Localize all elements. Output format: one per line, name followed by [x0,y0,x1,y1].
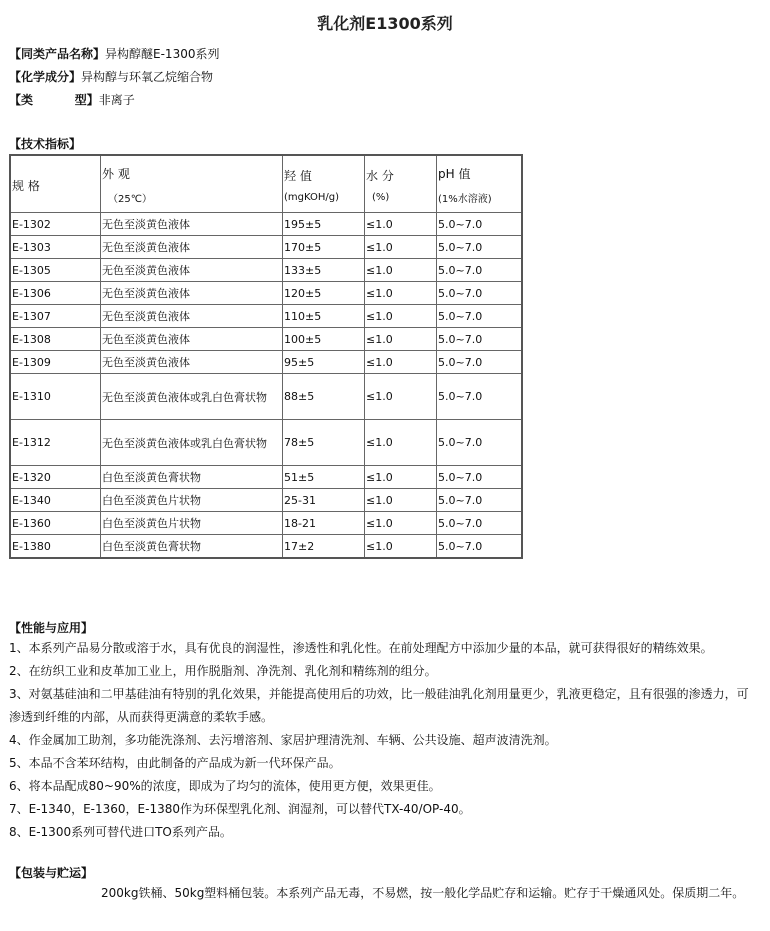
table-row [10,259,522,282]
list-item: 3、对氨基硅油和二甲基硅油有特别的乳化效果，并能提高使用后的功效，比一般硅油乳化剂用量更少，乳液更稳定，且有很强的渗透力，可渗透到纤维的内部，从而获得更满意的柔软手感。 [9,687,749,724]
table-cell: 95±5 [283,351,365,374]
table-row [10,489,522,512]
table-cell: 5.0~7.0 [437,259,523,282]
table-cell: E-1306 [10,282,101,305]
table-cell: ≤1.0 [365,374,437,420]
table-cell: 120±5 [283,282,365,305]
spec-table-header [10,155,522,213]
table-cell: E-1360 [10,512,101,535]
table-cell: 5.0~7.0 [437,305,523,328]
header-cell: 规 格 [10,155,101,213]
table-cell: 110±5 [283,305,365,328]
table-cell: ≤1.0 [365,328,437,351]
table-cell: 无色至淡黄色液体 [101,236,283,259]
table-cell: ≤1.0 [365,535,437,559]
table-cell: E-1310 [10,374,101,420]
table-cell: 5.0~7.0 [437,328,523,351]
table-row [10,420,522,466]
list-item: 4、作金属加工助剂，多功能洗涤剂、去污增溶剂、家居护理清洗剂、车辆、公共设施、超声波清洗剂。 [9,733,557,747]
table-cell: 5.0~7.0 [437,236,523,259]
table-cell: 白色至淡黄色片状物 [101,512,283,535]
header-cell: 水 分 (%) [365,155,437,213]
table-cell: E-1308 [10,328,101,351]
table-row [10,236,522,259]
table-cell: 无色至淡黄色液体 [101,282,283,305]
table-cell: ≤1.0 [365,489,437,512]
table-cell: 5.0~7.0 [437,213,523,236]
table-cell: E-1305 [10,259,101,282]
table-cell: 无色至淡黄色液体或乳白色膏状物 [101,420,283,466]
table-cell: ≤1.0 [365,466,437,489]
table-cell: 5.0~7.0 [437,466,523,489]
table-cell: ≤1.0 [365,420,437,466]
table-cell: E-1309 [10,351,101,374]
list-item: 6、将本品配成80~90%的浓度，即成为了均匀的流体，使用更方便，效果更佳。 [9,779,441,793]
table-row [10,512,522,535]
table-cell: 25-31 [283,489,365,512]
table-cell: ≤1.0 [365,213,437,236]
table-row [10,213,522,236]
table-row [10,535,522,559]
table-cell: 无色至淡黄色液体 [101,351,283,374]
packaging-heading: 【包装与贮运】 [9,866,94,880]
table-row [10,374,522,420]
table-cell: ≤1.0 [365,351,437,374]
table-cell: 88±5 [283,374,365,420]
table-cell: E-1312 [10,420,101,466]
table-cell: 5.0~7.0 [437,489,523,512]
performance-list [9,637,749,844]
info-label: 【类 型】 [9,93,99,107]
table-cell: 195±5 [283,213,365,236]
info-value: 异构醇醚E-1300系列 [105,47,220,61]
list-item: 8、E-1300系列可替代进口TO系列产品。 [9,825,232,839]
list-item: 1、本系列产品易分散或溶于水，具有优良的润湿性，渗透性和乳化性。在前处理配方中添加少量的本品，就可获得很好的精练效果。 [9,641,713,655]
info-value: 异构醇与环氧乙烷缩合物 [81,70,214,84]
table-row [10,305,522,328]
table-cell: 无色至淡黄色液体 [101,259,283,282]
packaging-text: 200kg铁桶、50kg塑料桶包装。本系列产品无毒，不易燃，按一般化学品贮存和运输。贮存于干燥通风处。保质期二年。 [101,886,745,900]
table-cell: 5.0~7.0 [437,535,523,559]
table-cell: 5.0~7.0 [437,420,523,466]
table-cell: 5.0~7.0 [437,282,523,305]
table-row [10,328,522,351]
table-cell: 无色至淡黄色液体或乳白色膏状物 [101,374,283,420]
table-row [10,466,522,489]
list-item: 2、在纺织工业和皮革加工业上，用作脱脂剂、净洗剂、乳化剂和精练剂的组分。 [9,664,437,678]
table-cell: ≤1.0 [365,259,437,282]
info-line-type [9,91,135,108]
table-cell: 133±5 [283,259,365,282]
info-line-composition [9,68,213,85]
table-cell: ≤1.0 [365,282,437,305]
info-label: 【同类产品名称】 [9,47,106,61]
spec-table [9,154,523,559]
table-cell: 无色至淡黄色液体 [101,305,283,328]
performance-heading: 【性能与应用】 [9,621,94,635]
header-cell: pH 值 (1%水溶液) [437,155,523,213]
table-cell: E-1320 [10,466,101,489]
table-cell: 51±5 [283,466,365,489]
table-cell: 5.0~7.0 [437,512,523,535]
table-cell: 17±2 [283,535,365,559]
header-cell: 羟 值 (mgKOH/g) [283,155,365,213]
table-cell: ≤1.0 [365,512,437,535]
table-cell: 5.0~7.0 [437,351,523,374]
table-cell: 78±5 [283,420,365,466]
table-row [10,351,522,374]
table-cell: 100±5 [283,328,365,351]
table-cell: E-1302 [10,213,101,236]
table-cell: E-1303 [10,236,101,259]
list-item: 7、E-1340，E-1360，E-1380作为环保型乳化剂、润湿剂，可以替代TX-40/OP-40。 [9,802,471,816]
spec-heading: 【技术指标】 [9,137,82,151]
table-cell: 18-21 [283,512,365,535]
info-value: 非离子 [98,93,135,107]
info-line-product-name [9,45,219,62]
table-cell: 无色至淡黄色液体 [101,328,283,351]
table-cell: ≤1.0 [365,305,437,328]
table-row [10,282,522,305]
table-cell: 白色至淡黄色片状物 [101,489,283,512]
table-cell: E-1307 [10,305,101,328]
table-cell: 无色至淡黄色液体 [101,213,283,236]
header-cell: 外 观 （25℃） [101,155,283,213]
info-label: 【化学成分】 [9,70,82,84]
table-cell: E-1340 [10,489,101,512]
page-title: 乳化剂E1300系列 [317,14,453,33]
table-cell: 白色至淡黄色膏状物 [101,466,283,489]
table-cell: E-1380 [10,535,101,559]
list-item: 5、本品不含苯环结构，由此制备的产品成为新一代环保产品。 [9,756,341,770]
table-cell: 170±5 [283,236,365,259]
table-cell: 白色至淡黄色膏状物 [101,535,283,559]
table-cell: ≤1.0 [365,236,437,259]
table-cell: 5.0~7.0 [437,374,523,420]
